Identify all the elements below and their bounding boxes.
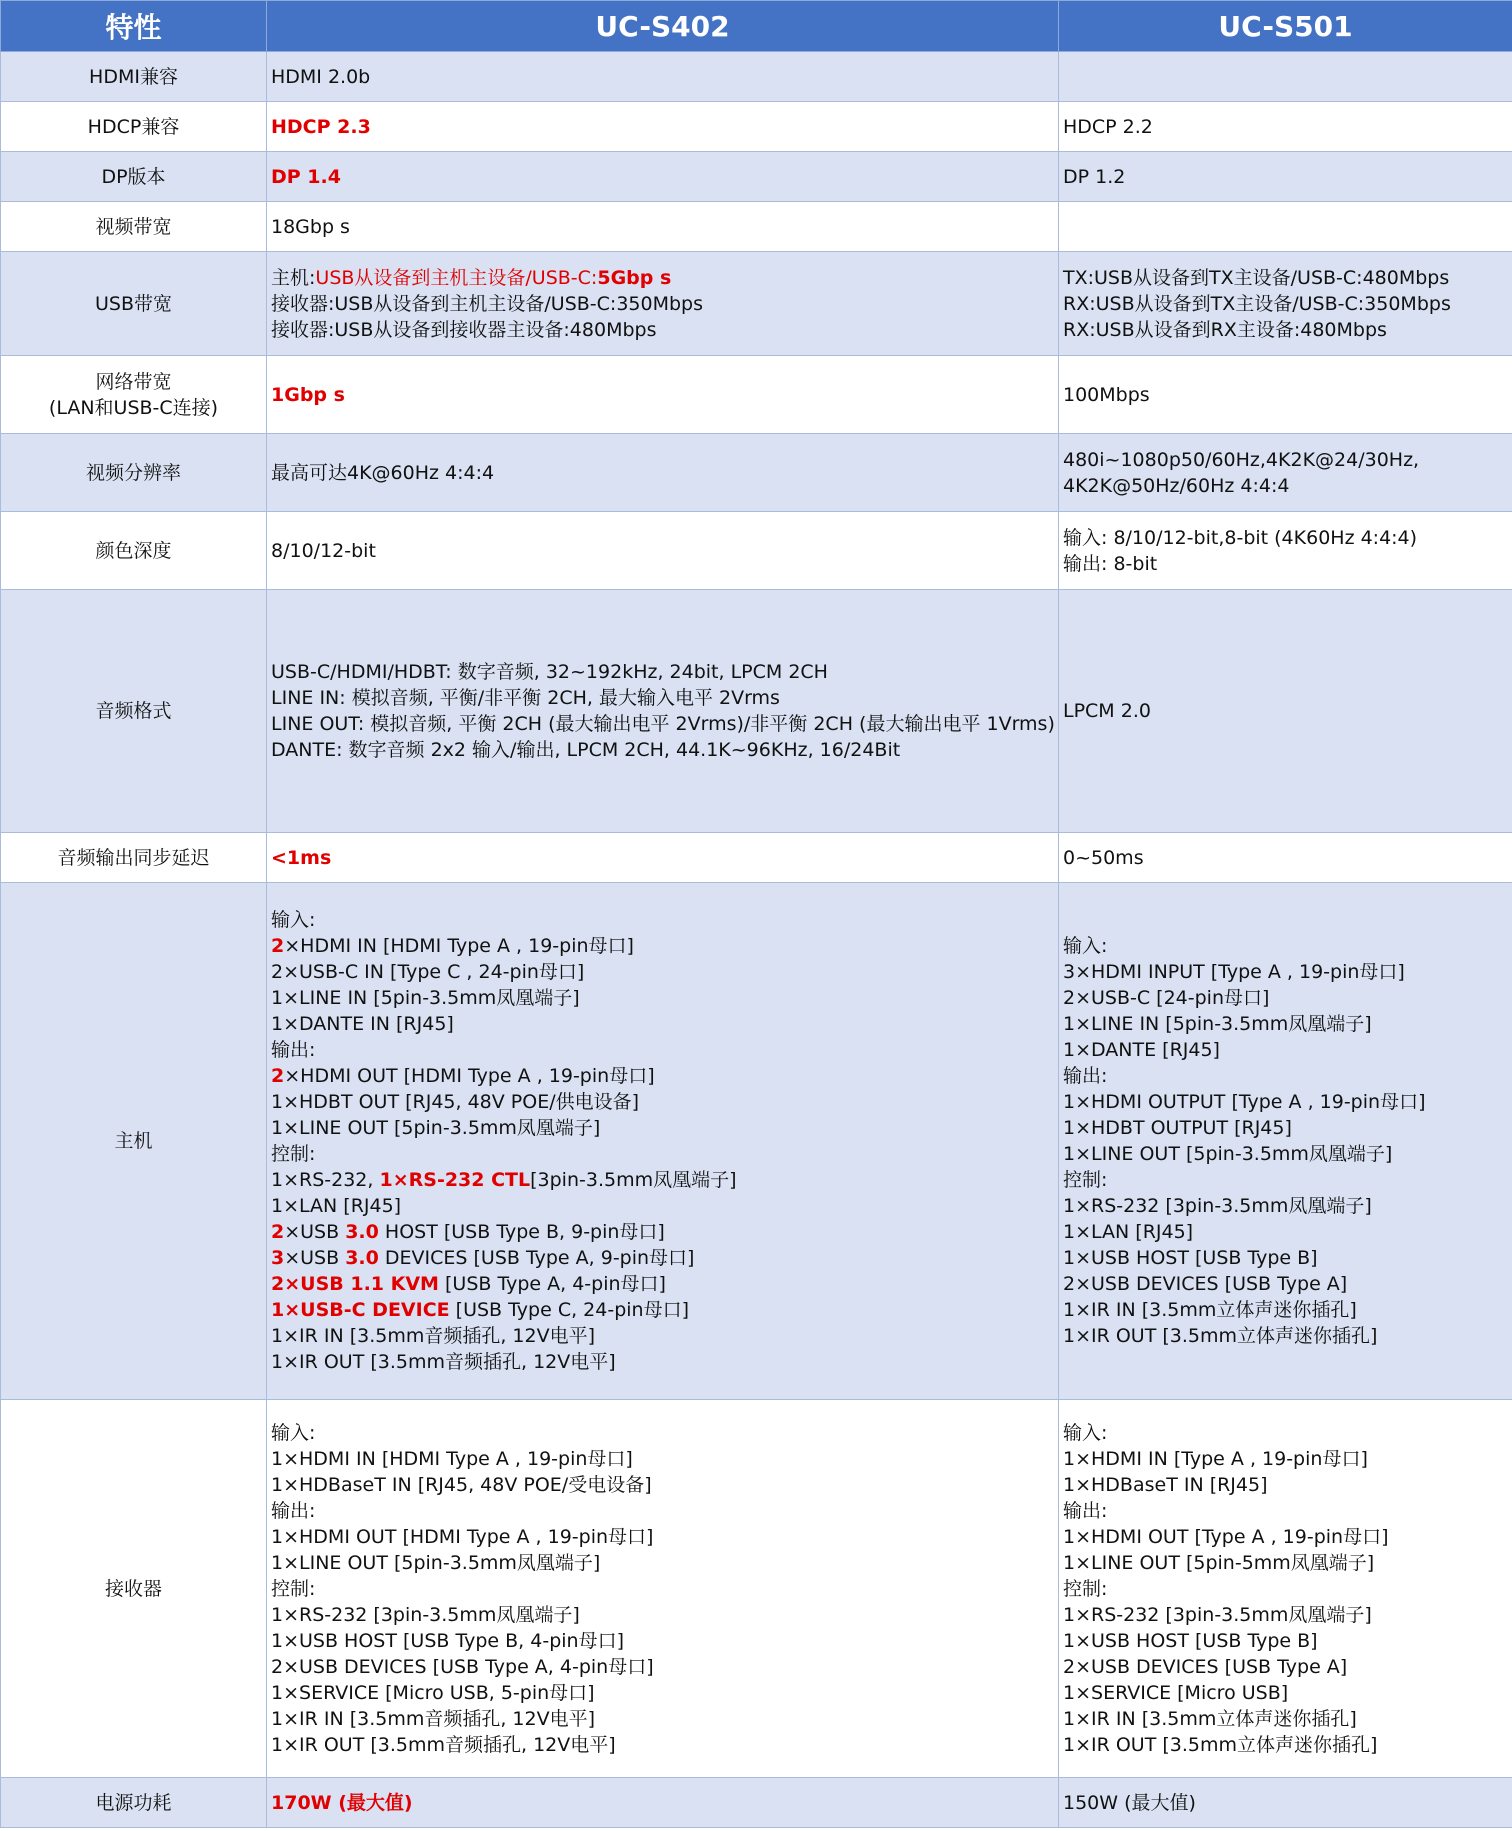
value-model-b <box>1059 202 1512 252</box>
text-line: 输入: <box>271 1421 316 1444</box>
row-usb-bandwidth <box>1 252 1512 356</box>
value-model-a <box>267 590 1059 833</box>
text-line: 1×SERVICE [Micro USB] <box>1063 1681 1289 1704</box>
value-model-b <box>1059 252 1512 356</box>
text-line: 控制: <box>1063 1169 1108 1191</box>
text-line: 输入: <box>271 909 316 931</box>
text-line: 1×HDBaseT IN [RJ45] <box>1063 1473 1268 1496</box>
text-line: 480i~1080p50/60Hz,4K2K@24/30Hz, <box>1063 448 1420 471</box>
text-line: 主机:USB从设备到主机主设备/USB-C:5Gbp s <box>271 266 672 289</box>
value-model-a <box>267 1400 1059 1778</box>
text-line: 1×IR IN [3.5mm立体声迷你插孔] <box>1063 1299 1357 1321</box>
value-model-a <box>267 252 1059 356</box>
text-line: 2×USB DEVICES [USB Type A, 4-pin母口] <box>271 1655 654 1678</box>
text-line: 控制: <box>271 1577 316 1600</box>
text-line: 1×LINE OUT [5pin-3.5mm凤凰端子] <box>1063 1143 1393 1165</box>
value-model-a: DP 1.4 <box>267 152 1059 202</box>
row-label: DP版本 <box>1 152 267 202</box>
text-line: 1×LINE OUT [5pin-3.5mm凤凰端子] <box>271 1551 601 1574</box>
text-line: 1×IR OUT [3.5mm音频插孔, 12V电平] <box>271 1351 616 1373</box>
row-hdcp <box>1 102 1512 152</box>
value-model-a: <1ms <box>267 833 1059 883</box>
value-model-b <box>1059 883 1512 1400</box>
text-line: 2×USB 1.1 KVM [USB Type A, 4-pin母口] <box>271 1273 666 1295</box>
text-line: 1×HDBaseT IN [RJ45, 48V POE/受电设备] <box>271 1473 652 1496</box>
text-line: 控制: <box>271 1143 316 1165</box>
value-model-b: HDCP 2.2 <box>1059 102 1512 152</box>
value-model-a: 170W (最大值) <box>267 1778 1059 1828</box>
text-line: 2×USB-C [24-pin母口] <box>1063 987 1270 1009</box>
value-model-b: 0~50ms <box>1059 833 1512 883</box>
row-label: 视频带宽 <box>1 202 267 252</box>
text-line: USB-C/HDMI/HDBT: 数字音频, 32~192kHz, 24bit, LPCM 2CH <box>271 661 828 683</box>
text-line: 1×HDMI OUT [HDMI Type A , 19-pin母口] <box>271 1525 654 1548</box>
text-line: 接收器:USB从设备到接收器主设备:480Mbps <box>271 318 657 341</box>
value-model-a: 1Gbp s <box>267 356 1059 434</box>
text-line: LINE OUT: 模拟音频, 平衡 2CH (最大输出电平 2Vrms)/非平衡 2CH (最大输出电平 1Vrms) <box>271 713 1055 735</box>
row-color-depth <box>1 512 1512 590</box>
text-line: 1×IR IN [3.5mm立体声迷你插孔] <box>1063 1707 1357 1730</box>
text-line: 1×USB HOST [USB Type B] <box>1063 1629 1318 1652</box>
header-feature: 特性 <box>1 1 267 52</box>
value-model-a: HDCP 2.3 <box>267 102 1059 152</box>
row-host <box>1 883 1512 1400</box>
text-line: 1×LINE OUT [5pin-3.5mm凤凰端子] <box>271 1117 601 1139</box>
text-line: 3×USB 3.0 DEVICES [USB Type A, 9-pin母口] <box>271 1247 695 1269</box>
row-label: 接收器 <box>1 1400 267 1778</box>
text-line: 1×SERVICE [Micro USB, 5-pin母口] <box>271 1681 595 1704</box>
row-label: 音频格式 <box>1 590 267 833</box>
text-line: 1×IR OUT [3.5mm立体声迷你插孔] <box>1063 1325 1378 1347</box>
value-model-b: 150W (最大值) <box>1059 1778 1512 1828</box>
value-model-a <box>267 883 1059 1400</box>
text-line: 1×LAN [RJ45] <box>1063 1221 1194 1243</box>
text-line: TX:USB从设备到TX主设备/USB-C:480Mbps <box>1063 266 1450 289</box>
text-line: 2×USB 3.0 HOST [USB Type B, 9-pin母口] <box>271 1221 665 1243</box>
text-line: 4K2K@50Hz/60Hz 4:4:4 <box>1063 474 1290 497</box>
text-line: 1×HDBT OUTPUT [RJ45] <box>1063 1117 1292 1139</box>
value-model-a: 最高可达4K@60Hz 4:4:4 <box>267 434 1059 512</box>
text-line: 输出: <box>1063 1065 1108 1087</box>
header-model-a: UC-S402 <box>267 1 1059 52</box>
text-line: RX:USB从设备到TX主设备/USB-C:350Mbps <box>1063 292 1451 315</box>
row-dp <box>1 152 1512 202</box>
row-label: HDCP兼容 <box>1 102 267 152</box>
text-line: 输入: 8/10/12-bit,8-bit (4K60Hz 4:4:4) <box>1063 526 1418 549</box>
row-label: USB带宽 <box>1 252 267 356</box>
text-line: 输出: <box>271 1499 316 1522</box>
text-line: 1×HDBT OUT [RJ45, 48V POE/供电设备] <box>271 1091 640 1113</box>
row-hdmi <box>1 52 1512 102</box>
text-line: 1×LAN [RJ45] <box>271 1195 402 1217</box>
text-line: 输入: <box>1063 1421 1108 1444</box>
text-line: 输入: <box>1063 935 1108 957</box>
value-model-a: 18Gbp s <box>267 202 1059 252</box>
header-row <box>1 1 1512 52</box>
text-line: 1×IR IN [3.5mm音频插孔, 12V电平] <box>271 1325 596 1347</box>
text-line: 2×HDMI OUT [HDMI Type A , 19-pin母口] <box>271 1065 655 1087</box>
text-line: 1×HDMI IN [Type A , 19-pin母口] <box>1063 1447 1368 1470</box>
text-line: 1×LINE IN [5pin-3.5mm凤凰端子] <box>271 987 580 1009</box>
row-audio-latency <box>1 833 1512 883</box>
text-line: 接收器:USB从设备到主机主设备/USB-C:350Mbps <box>271 292 704 315</box>
text-line: 1×USB-C DEVICE [USB Type C, 24-pin母口] <box>271 1299 689 1321</box>
text-line: 1×HDMI IN [HDMI Type A , 19-pin母口] <box>271 1447 633 1470</box>
row-power <box>1 1778 1512 1828</box>
text-line: 1×HDMI OUTPUT [Type A , 19-pin母口] <box>1063 1091 1426 1113</box>
value-model-b: LPCM 2.0 <box>1059 590 1512 833</box>
row-label: 音频输出同步延迟 <box>1 833 267 883</box>
text-line: 1×RS-232, 1×RS-232 CTL[3pin-3.5mm凤凰端子] <box>271 1169 737 1191</box>
value-model-a: HDMI 2.0b <box>267 52 1059 102</box>
row-label: 电源功耗 <box>1 1778 267 1828</box>
row-label: 视频分辨率 <box>1 434 267 512</box>
text-line: 2×USB DEVICES [USB Type A] <box>1063 1273 1348 1295</box>
text-line: 1×LINE OUT [5pin-5mm凤凰端子] <box>1063 1551 1375 1574</box>
row-label: 网络带宽 (LAN和USB-C连接) <box>1 356 267 434</box>
text-line: 3×HDMI INPUT [Type A , 19-pin母口] <box>1063 961 1405 983</box>
row-network-bandwidth <box>1 356 1512 434</box>
row-label: 主机 <box>1 883 267 1400</box>
value-model-a: 8/10/12-bit <box>267 512 1059 590</box>
text-line: 1×DANTE IN [RJ45] <box>271 1013 454 1035</box>
text-line: 1×HDMI OUT [Type A , 19-pin母口] <box>1063 1525 1389 1548</box>
text-line: 输出: <box>271 1039 316 1061</box>
text-line: 1×DANTE [RJ45] <box>1063 1039 1220 1061</box>
row-label: HDMI兼容 <box>1 52 267 102</box>
text-line: 1×IR OUT [3.5mm立体声迷你插孔] <box>1063 1733 1378 1756</box>
text-line: 1×LINE IN [5pin-3.5mm凤凰端子] <box>1063 1013 1372 1035</box>
value-model-b: 100Mbps <box>1059 356 1512 434</box>
header-model-b: UC-S501 <box>1059 1 1512 52</box>
text-line: RX:USB从设备到RX主设备:480Mbps <box>1063 318 1387 341</box>
text-line: 控制: <box>1063 1577 1108 1600</box>
value-model-b <box>1059 512 1512 590</box>
text-line: 2×HDMI IN [HDMI Type A , 19-pin母口] <box>271 935 634 957</box>
value-model-b <box>1059 52 1512 102</box>
text-line: 1×USB HOST [USB Type B, 4-pin母口] <box>271 1629 624 1652</box>
value-model-b <box>1059 434 1512 512</box>
value-model-b <box>1059 1400 1512 1778</box>
text-line: 1×IR IN [3.5mm音频插孔, 12V电平] <box>271 1707 596 1730</box>
row-resolution <box>1 434 1512 512</box>
text-line: 1×USB HOST [USB Type B] <box>1063 1247 1318 1269</box>
text-line: 输出: <box>1063 1499 1108 1522</box>
row-receiver <box>1 1400 1512 1778</box>
text-line: 2×USB-C IN [Type C , 24-pin母口] <box>271 961 585 983</box>
text-line: 1×IR OUT [3.5mm音频插孔, 12V电平] <box>271 1733 616 1756</box>
value-model-b: DP 1.2 <box>1059 152 1512 202</box>
text-line: 1×RS-232 [3pin-3.5mm凤凰端子] <box>1063 1603 1372 1626</box>
text-line: 2×USB DEVICES [USB Type A] <box>1063 1655 1348 1678</box>
row-video-bandwidth <box>1 202 1512 252</box>
text-line: LINE IN: 模拟音频, 平衡/非平衡 2CH, 最大输入电平 2Vrms <box>271 687 780 709</box>
text-line: 1×RS-232 [3pin-3.5mm凤凰端子] <box>1063 1195 1372 1217</box>
row-label: 颜色深度 <box>1 512 267 590</box>
text-line: 输出: 8-bit <box>1063 552 1158 575</box>
text-line: 1×RS-232 [3pin-3.5mm凤凰端子] <box>271 1603 580 1626</box>
text-line: DANTE: 数字音频 2x2 输入/输出, LPCM 2CH, 44.1K~96KHz, 16/24Bit <box>271 739 901 761</box>
row-audio-format <box>1 590 1512 833</box>
